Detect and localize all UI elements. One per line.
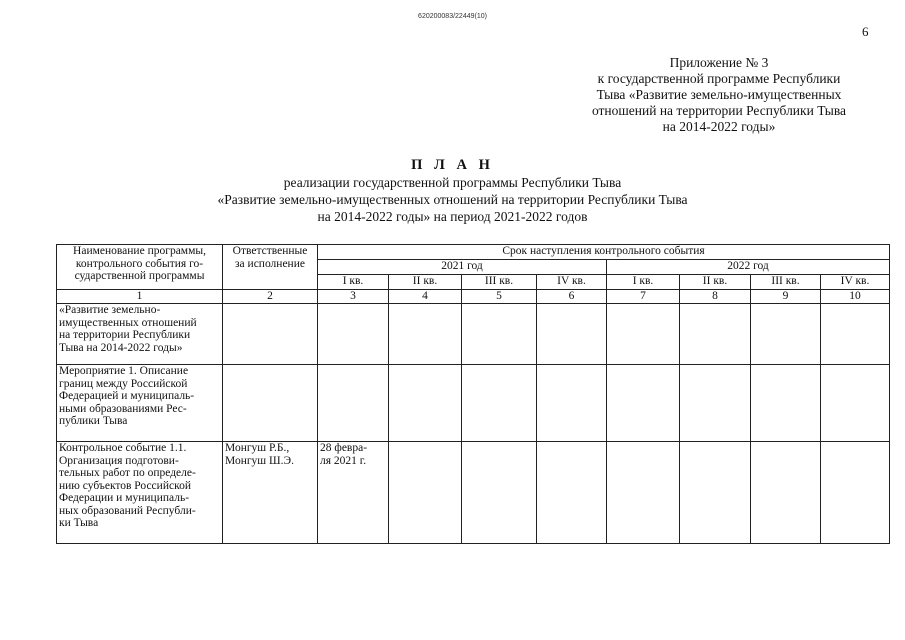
subtitle-line: «Развитие земельно-имущественных отношений на территории Республики Тыва bbox=[217, 192, 688, 207]
column-number: 9 bbox=[751, 290, 821, 304]
table-row bbox=[57, 304, 890, 365]
column-number: 1 bbox=[57, 290, 223, 304]
row-quarter-cell bbox=[389, 442, 462, 544]
header-quarter: IV кв. bbox=[537, 275, 607, 290]
table-row bbox=[57, 365, 890, 442]
row-quarter-cell bbox=[607, 365, 680, 442]
plan-title: П Л А Н bbox=[411, 157, 494, 173]
cell-line: тельных работ по определе- bbox=[59, 467, 196, 479]
column-number: 8 bbox=[680, 290, 751, 304]
row-quarter-cell bbox=[537, 304, 607, 365]
row-quarter-cell bbox=[607, 304, 680, 365]
column-number: 4 bbox=[389, 290, 462, 304]
row-quarter-cell bbox=[821, 304, 890, 365]
row-quarter-cell bbox=[462, 304, 537, 365]
row-name bbox=[57, 442, 223, 544]
cell-line: Монгуш Р.Б., bbox=[225, 442, 290, 454]
plan-subtitle bbox=[0, 174, 905, 225]
column-number: 3 bbox=[318, 290, 389, 304]
cell-line: Контрольное событие 1.1. bbox=[59, 442, 187, 454]
header-program-name bbox=[57, 245, 223, 290]
cell-line: «Развитие земельно- bbox=[59, 304, 161, 316]
appendix-line: Приложение № 3 bbox=[669, 55, 769, 70]
appendix-line: к государственной программе Республики bbox=[597, 71, 841, 86]
appendix-line: отношений на территории Республики Тыва bbox=[591, 103, 847, 118]
row-quarter-cell bbox=[537, 442, 607, 544]
header-quarter: IV кв. bbox=[821, 275, 890, 290]
page-number: 6 bbox=[862, 24, 869, 39]
appendix-line: на 2014-2022 годы» bbox=[662, 119, 776, 134]
row-quarter-cell bbox=[318, 304, 389, 365]
appendix-header bbox=[569, 55, 869, 135]
row-quarter-cell bbox=[318, 365, 389, 442]
header-quarter: II кв. bbox=[389, 275, 462, 290]
row-quarter-cell bbox=[680, 442, 751, 544]
cell-line: Мероприятие 1. Описание bbox=[59, 365, 189, 377]
row-quarter-cell bbox=[821, 365, 890, 442]
row-name bbox=[57, 304, 223, 365]
cell-line: границ между Российской bbox=[59, 377, 188, 390]
column-number: 5 bbox=[462, 290, 537, 304]
row-quarter-cell bbox=[607, 442, 680, 544]
subtitle-line: реализации государственной программы Республики Тыва bbox=[283, 175, 622, 190]
row-quarter-cell bbox=[537, 365, 607, 442]
row-quarter-cell bbox=[462, 442, 537, 544]
row-responsible bbox=[223, 442, 318, 544]
row-quarter-cell bbox=[680, 304, 751, 365]
cell-line: Монгуш Ш.Э. bbox=[225, 454, 294, 467]
row-quarter-cell bbox=[751, 365, 821, 442]
row-quarter-cell bbox=[462, 365, 537, 442]
row-responsible bbox=[223, 365, 318, 442]
header-quarter: III кв. bbox=[751, 275, 821, 290]
cell-line: сударственной программы bbox=[74, 270, 205, 282]
header-quarter: II кв. bbox=[680, 275, 751, 290]
document-id: 620200083/22449(10) bbox=[418, 13, 487, 20]
cell-line: нию субъектов Российской bbox=[59, 479, 191, 492]
plan-table bbox=[56, 244, 890, 544]
cell-line: Тыва на 2014-2022 годы» bbox=[59, 341, 183, 354]
subtitle-line: на 2014-2022 годы» на период 2021-2022 годов bbox=[317, 209, 588, 224]
appendix-line: Тыва «Развитие земельно-имущественных bbox=[596, 87, 842, 102]
header-year: 2021 год bbox=[318, 260, 607, 275]
row-quarter-cell bbox=[751, 304, 821, 365]
row-quarter-cell bbox=[821, 442, 890, 544]
header-period: Срок наступления контрольного события bbox=[318, 245, 890, 260]
column-number: 6 bbox=[537, 290, 607, 304]
cell-line: контрольного события го- bbox=[75, 257, 204, 270]
cell-line: Наименование программы, bbox=[73, 245, 206, 257]
cell-line: публики Тыва bbox=[59, 415, 128, 427]
row-quarter-cell: 28 февра- ля 2021 г. bbox=[318, 442, 389, 544]
column-number: 2 bbox=[223, 290, 318, 304]
cell-line: ных образований Республи- bbox=[59, 504, 196, 517]
cell-line: Организация подготови- bbox=[59, 454, 179, 467]
header-quarter: I кв. bbox=[607, 275, 680, 290]
row-responsible bbox=[223, 304, 318, 365]
header-responsible bbox=[223, 245, 318, 290]
cell-line: имущественных отношений bbox=[59, 316, 197, 329]
cell-line: Федерации и муниципаль- bbox=[59, 492, 190, 504]
row-name bbox=[57, 365, 223, 442]
row-quarter-cell bbox=[389, 304, 462, 365]
cell-line: ки Тыва bbox=[59, 517, 99, 529]
header-row bbox=[57, 245, 890, 260]
row-quarter-cell bbox=[680, 365, 751, 442]
table-row bbox=[57, 442, 890, 544]
cell-line: Федерацией и муниципаль- bbox=[59, 390, 195, 402]
header-quarter: III кв. bbox=[462, 275, 537, 290]
cell-line: на территории Республики bbox=[59, 329, 191, 341]
header-quarter: I кв. bbox=[318, 275, 389, 290]
column-number: 10 bbox=[821, 290, 890, 304]
row-quarter-cell bbox=[389, 365, 462, 442]
header-year: 2022 год bbox=[607, 260, 890, 275]
column-number-row bbox=[57, 290, 890, 304]
cell-line: за исполнение bbox=[235, 257, 305, 270]
cell-line: ными образованиями Рес- bbox=[59, 402, 187, 415]
cell-line: Ответственные bbox=[232, 245, 308, 257]
column-number: 7 bbox=[607, 290, 680, 304]
row-quarter-cell bbox=[751, 442, 821, 544]
